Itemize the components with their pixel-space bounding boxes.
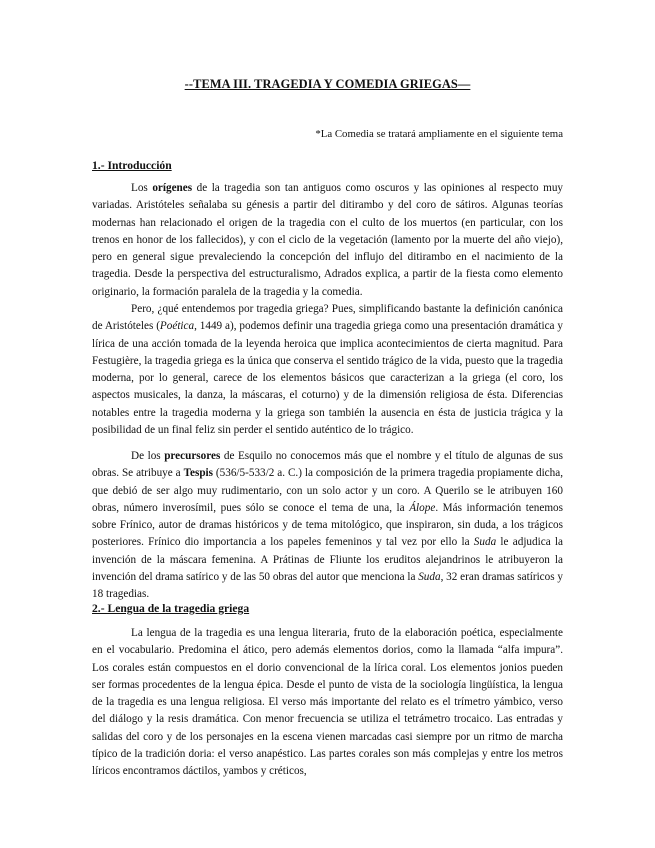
italic-title-suda: Suda: [418, 571, 441, 584]
text-run: de la tragedia son tan antiguos como oscuros y las opiniones al respecto muy variadas. Aristóteles señalaba su génesis a partir del ditirambo y del coro de sátiros. Algunas teorías modernas han relacionado el origen de la tragedia con el culto de los muertos (en particular, con los trenos en honor de los fallecidos), y con el ciclo de la vegetación (lamento por la muerte del año viejo), pero en general sigue prevaleciendo la concepción del influjo del ditirambo en el nacimiento de la tragedia. Desde la perspectiva del estructuralismo, Adrados explica, a partir de la fiesta como elemento originario, la formación paralela de la tragedia y la comedia.: [92, 182, 564, 298]
text-run: . Más información tenemos sobre Frínico, autor de dramas históricos y de tema mitológico, que inspiraron, sin duda, a los trágicos posteriores. Frínico dio importancia a los papeles femeninos y tal vez por ello la: [92, 501, 564, 549]
paragraph-origenes: [92, 180, 563, 301]
paragraph-precursores: [92, 448, 563, 604]
text-run: de Esquilo no conocemos más que el nombre y el título de algunas de sus obras. Se atribuye a: [92, 450, 563, 480]
text-run: De los: [131, 450, 165, 462]
paragraph-definicion: [92, 301, 563, 439]
section-heading-lengua: 2.- Lengua de la tragedia griega: [92, 602, 250, 615]
bold-term-origenes: orígenes: [152, 182, 193, 194]
italic-title-alope: Álope: [409, 501, 436, 514]
document-title: --TEMA III. TRAGEDIA Y COMEDIA GRIEGAS—: [184, 77, 471, 91]
text-run: , 1449 a), podemos definir una tragedia griega como una presentación dramática y lírica de una acción tomada de la leyenda heroica que implica acontecimientos de cierta magnitud. Para Festugière, la tragedia griega es la única que conserva el sentido trágico de la vida, puesto que la tragedia moderna, por lo general, carece de los elementos básicos que caracterizan a la griega (el coro, los aspectos musicales, la danza, la máscaras, el coturno) y de la dimensión religiosa de ésta. Diferencias notables entre la tragedia moderna y la griega son también la ausencia en ésta de justicia trágica y la posibilidad de un final feliz sin perder el sentido auténtico de lo trágico.: [92, 320, 563, 437]
bold-term-precursores: precursores: [164, 450, 221, 462]
text-run: le adjudica la invención de la máscara femenina. A Prátinas de Fliunte los eruditos alejandrinos le atribuyeron la invención del drama satírico y de las 50 obras del autor que menciona la: [92, 536, 563, 584]
italic-title-poetica: Poética: [159, 320, 195, 333]
bold-term-tespis: Tespis: [183, 467, 213, 480]
section-heading-introduccion: 1.- Introducción: [92, 159, 172, 172]
text-run: (536/5-533/2 a. C.) la composición de la primera tragedia propiamente dicha, que debió de ser algo muy rudimentario, con un solo actor y un coro. A Querilo se le atribuyen 160 obras, número inverosímil, pues sólo se conoce el tema de una, la: [92, 467, 564, 514]
paragraph-lengua: La lengua de la tragedia es una lengua literaria, fruto de la elaboración poética, especialmente en el vocabulario. Predomina el ático, pero además elementos dorios, como la llamada “alfa impura”. Los corales están compuestos en el dorio convencional de la lírica coral. Los elementos jonios pueden ser formas procedentes de la lengua épica. Desde el punto de vista de la sociología lingüística, la lengua de la tragedia es una lengua religiosa. El verso más importante del relato es el trímetro yámbico, verso del diálogo y la resis dramática. Con menor frecuencia se utiliza el tetrámetro trocaico. Las entradas y salidas del coro y de los personajes en la escena vienen marcadas casi siempre por un ritmo de marcha típico de la tradición doria: el verso anapéstico. Las partes corales son más complejas y entre los metros líricos encontramos dáctilos, yambos y créticos,: [92, 627, 563, 778]
footnote-note: *La Comedia se tratará ampliamente en el siguiente tema: [315, 128, 563, 140]
italic-title-suda: Suda: [473, 536, 497, 549]
text-run: Los: [131, 182, 153, 194]
text-run: , 32 eran dramas satíricos y 18 tragedias.: [92, 571, 563, 601]
text-run: Pero, ¿qué entendemos por tragedia griega? Pues, simplificando bastante la definición canónica de Aristóteles (: [92, 303, 563, 333]
